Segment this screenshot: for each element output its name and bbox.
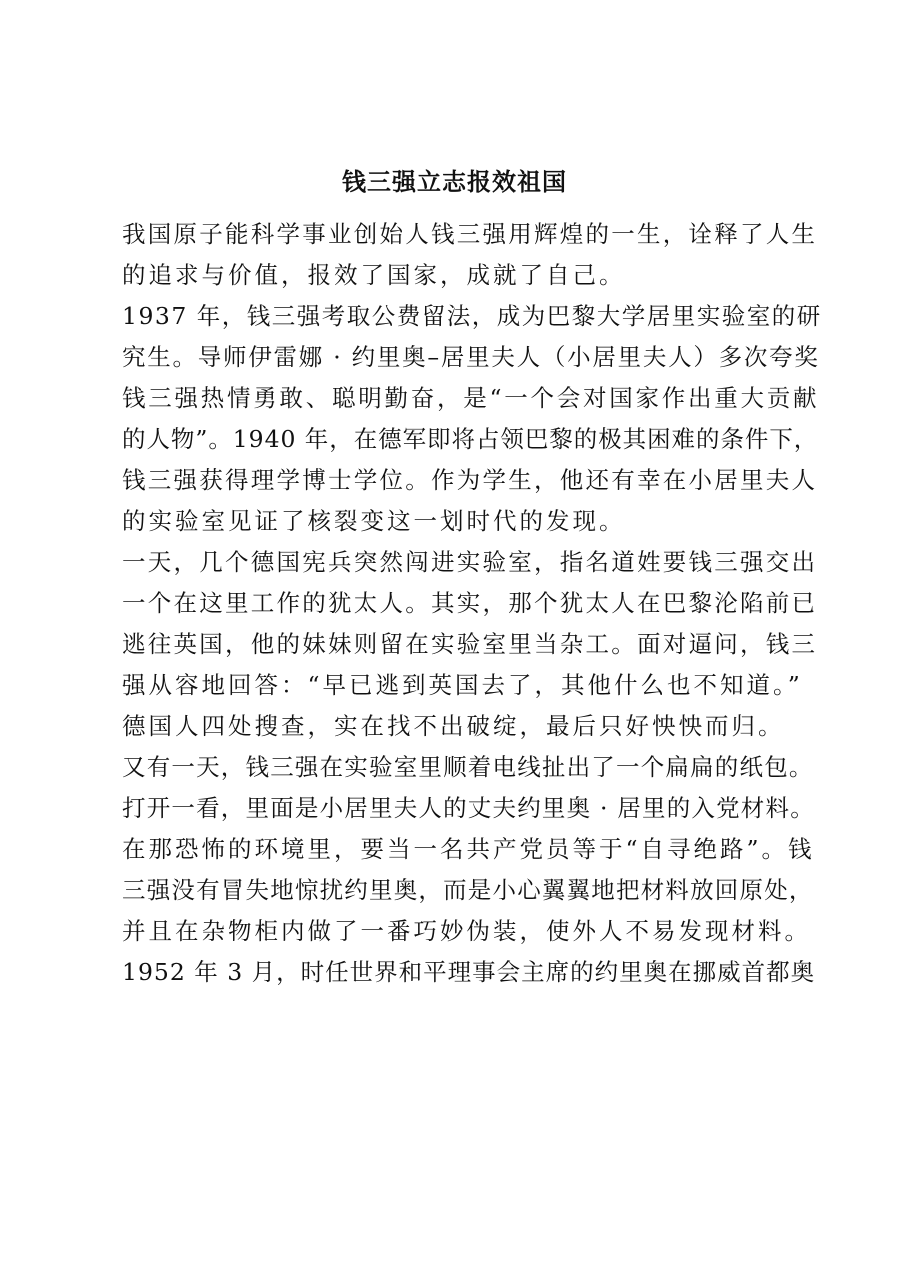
- text-line: 德国人四处搜查，实在找不出破绽，最后只好怏怏而归。: [122, 712, 785, 740]
- text-line: 并且在杂物柜内做了一番巧妙伪装，使外人不易发现材料。: [122, 917, 811, 945]
- text-line: 我国原子能科学事业创始人钱三强用辉煌的一生，诠释了人生: [122, 220, 818, 248]
- article-body: [122, 214, 822, 993]
- text-line: 1952 年 3 月，时任世界和平理事会主席的约里奥在挪威首都奥: [122, 958, 816, 986]
- text-line: 一个在这里工作的犹太人。其实，那个犹太人在巴黎沦陷前已: [122, 589, 818, 617]
- text-line: 的追求与价值，报效了国家，成就了自己。: [122, 261, 626, 289]
- text-line: 的人物”。1940 年，在德军即将占领巴黎的极其困难的条件下，: [122, 425, 819, 453]
- text-line: 钱三强热情勇敢、聪明勤奋，是“一个会对国家作出重大贡献: [122, 384, 820, 412]
- text-line: 在那恐怖的环境里，要当一名共产党员等于“自寻绝路”。钱: [122, 835, 815, 863]
- text-line: 1937 年，钱三强考取公费留法，成为巴黎大学居里实验室的研: [122, 302, 822, 330]
- text-line: 又有一天，钱三强在实验室里顺着电线扯出了一个扁扁的纸包。: [122, 753, 814, 781]
- text-line: 钱三强获得理学博士学位。作为学生，他还有幸在小居里夫人: [122, 466, 818, 494]
- text-line: 三强没有冒失地惊扰约里奥，而是小心翼翼地把材料放回原处，: [122, 876, 814, 904]
- text-line: 的实验室见证了核裂变这一划时代的发现。: [122, 507, 626, 535]
- text-line: 一天，几个德国宪兵突然闯进实验室，指名道姓要钱三强交出: [122, 548, 818, 576]
- text-line: 打开一看，里面是小居里夫人的丈夫约里奥 · 居里的入党材料。: [122, 794, 815, 822]
- page-title: 钱三强立志报效祖国: [342, 167, 567, 196]
- text-line: 究生。导师伊雷娜 · 约里奥–居里夫人（小居里夫人）多次夸奖: [122, 343, 820, 371]
- text-line: 逃往英国，他的妹妹则留在实验室里当杂工。面对逼问，钱三: [122, 630, 818, 658]
- text-line: 强从容地回答：“早已逃到英国去了，其他什么也不知道。”: [122, 671, 803, 699]
